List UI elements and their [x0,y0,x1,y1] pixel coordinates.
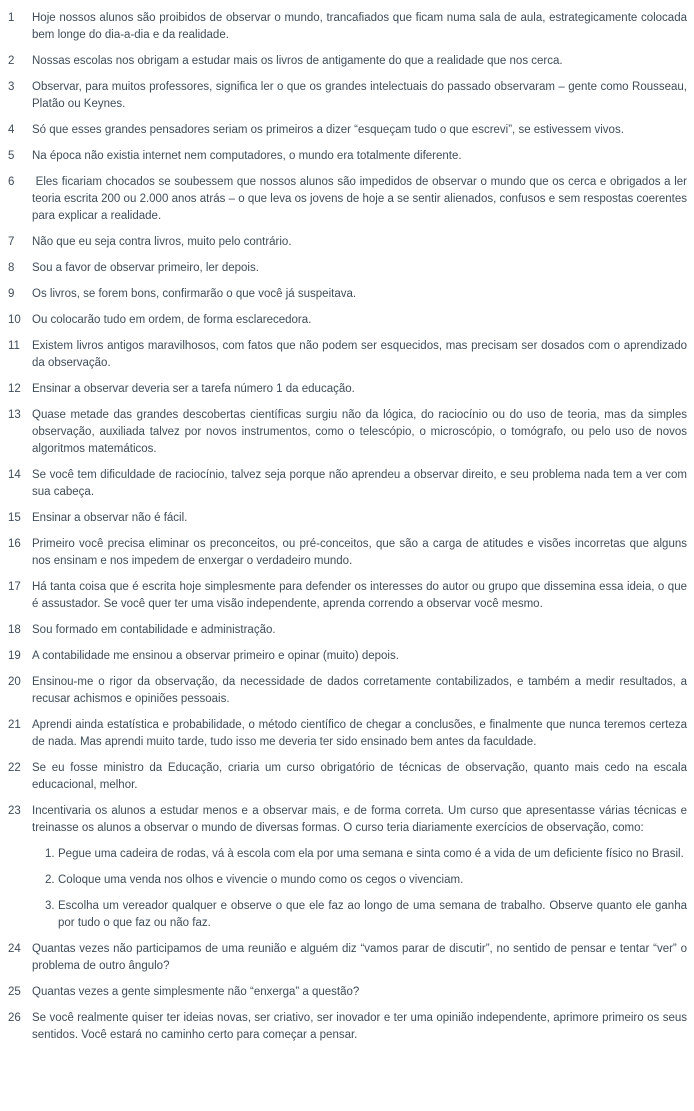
paragraph-text: Aprendi ainda estatística e probabilidade, o método científico de chegar a conclusões, e finalmente que nunca teremos certeza de nada. Mas aprendi muito tarde, tudo isso me deveria ter sido ensinado bem antes da faculdade. [32,719,687,748]
paragraph-text: Não que eu seja contra livros, muito pelo contrário. [32,236,292,248]
paragraph-content [32,312,687,329]
paragraph-number: 21 [8,719,21,731]
passage-paragraph [8,407,687,458]
paragraph-text: Quantas vezes não participamos de uma reunião e alguém diz “vamos parar de discutir”, no sentido de pensar e tentar “ver” o problema de outro ângulo? [32,943,687,972]
paragraph-content [32,234,687,251]
exercise-item-marker: 1. [45,848,55,860]
passage-paragraph [8,467,687,501]
exercise-list-item [32,846,687,863]
paragraph-content [32,984,687,1001]
paragraph-number: 11 [8,340,20,352]
passage-paragraph [8,803,687,932]
passage-paragraph [8,122,687,139]
paragraph-number: 17 [8,581,21,593]
paragraph-content [32,760,687,794]
paragraph-number: 14 [8,469,21,481]
paragraph-content [32,1010,687,1044]
paragraph-content [32,536,687,570]
passage-paragraph [8,1010,687,1044]
paragraph-number: 10 [8,314,21,326]
paragraph-content [32,803,687,932]
exercise-item-text: Escolha um vereador qualquer e observe o que ele faz ao longo de uma semana de trabalho. Observe quanto ele ganha por tudo o que faz ou não faz. [58,900,687,929]
passage-paragraph [8,260,687,277]
paragraph-content [32,622,687,639]
paragraph-number: 25 [8,986,21,998]
passage-paragraph [8,338,687,372]
paragraph-number: 16 [8,538,21,550]
paragraph-number: 8 [8,262,15,274]
paragraph-number: 12 [8,383,21,395]
exercise-list-item [32,872,687,889]
paragraph-content [32,122,687,139]
paragraph-text: Ensinar a observar não é fácil. [32,512,188,524]
paragraph-number: 9 [8,288,15,300]
paragraph-number: 22 [8,762,21,774]
passage-paragraph [8,717,687,751]
paragraph-text: Primeiro você precisa eliminar os preconceitos, ou pré-conceitos, que são a carga de atitudes e visões incorretas que alguns nos ensinam e nos impedem de enxergar o verdadeiro mundo. [32,538,687,567]
paragraph-content [32,79,687,113]
paragraph-text: Ou colocarão tudo em ordem, de forma esclarecedora. [32,314,312,326]
paragraph-number: 19 [8,650,21,662]
paragraph-text: Quase metade das grandes descobertas científicas surgiu não da lógica, do raciocínio ou do uso de teoria, mas da simples observação, auxiliada talvez por novos instrumentos, como o telescópio, o microscópio, o tomógrafo, ou pelo uso de novos algoritmos matemáticos. [32,409,687,455]
paragraph-text: Sou a favor de observar primeiro, ler depois. [32,262,259,274]
paragraph-text: Na época não existia internet nem computadores, o mundo era totalmente diferente. [32,150,462,162]
paragraph-content [32,407,687,458]
exercise-item-marker: 3. [45,900,55,912]
passage-paragraph [8,312,687,329]
paragraph-content [32,260,687,277]
paragraph-number: 18 [8,624,21,636]
passage-paragraph [8,234,687,251]
passage-paragraph [8,536,687,570]
paragraph-number: 4 [8,124,15,136]
passage-body [8,10,687,1044]
paragraph-text: Só que esses grandes pensadores seriam os primeiros a dizer “esqueçam tudo o que escrevi”, se estivessem vivos. [32,124,624,136]
paragraph-content [32,579,687,613]
passage-paragraph [8,148,687,165]
paragraph-number: 23 [8,805,21,817]
paragraph-content [32,941,687,975]
paragraph-number: 24 [8,943,21,955]
paragraph-number: 2 [8,55,15,67]
passage-paragraph [8,984,687,1001]
paragraph-number: 26 [8,1012,21,1024]
passage-paragraph [8,79,687,113]
paragraph-number: 13 [8,409,21,421]
passage-paragraph [8,10,687,44]
exercise-item-marker: 2. [45,874,55,886]
paragraph-text: Se eu fosse ministro da Educação, criaria um curso obrigatório de técnicas de observação, quanto mais cedo na escala educacional, melhor. [32,762,687,791]
paragraph-content [32,338,687,372]
paragraph-text: Se você tem dificuldade de raciocínio, talvez seja porque não aprendeu a observar direito, e seu problema nada tem a ver com sua cabeça. [32,469,687,498]
paragraph-number: 6 [8,176,15,188]
passage-paragraph [8,381,687,398]
passage-paragraph [8,674,687,708]
exercise-item-text: Coloque uma venda nos olhos e vivencie o mundo como os cegos o vivenciam. [58,874,464,886]
paragraph-text: Eles ficariam chocados se soubessem que nossos alunos são impedidos de observar o mundo que os cerca e obrigados a ler teoria escrita 200 ou 2.000 anos atrás – o que leva os jovens de hoje a se sentir alienados, confusos e sem respostas coerentes para explicar a realidade. [32,176,687,222]
paragraph-content [32,381,687,398]
paragraph-text: Ensinar a observar deveria ser a tarefa número 1 da educação. [32,383,355,395]
paragraph-content [32,648,687,665]
passage-paragraph [8,622,687,639]
paragraph-text: Hoje nossos alunos são proibidos de observar o mundo, trancafiados que ficam numa sala de aula, estrategicamente colocada bem longe do dia-a-dia e da realidade. [32,12,687,41]
paragraph-content [32,510,687,527]
paragraph-number: 7 [8,236,15,248]
paragraph-text: Ensinou-me o rigor da observação, da necessidade de dados corretamente contabilizados, e também a medir resultados, a recusar achismos e opiniões pessoais. [32,676,687,705]
paragraph-content [32,717,687,751]
paragraph-content [32,174,687,225]
passage-paragraph [8,941,687,975]
paragraph-number: 5 [8,150,15,162]
paragraph-text: Existem livros antigos maravilhosos, com fatos que não podem ser esquecidos, mas precisam ser dosados com o aprendizado da observação. [32,340,687,369]
passage-paragraph [8,760,687,794]
paragraph-content [32,286,687,303]
passage-paragraph [8,510,687,527]
paragraph-content [32,53,687,70]
paragraph-content [32,148,687,165]
paragraph-number: 20 [8,676,21,688]
paragraph-text: A contabilidade me ensinou a observar primeiro e opinar (muito) depois. [32,650,399,662]
passage-paragraph [8,53,687,70]
exercise-item-text: Pegue uma cadeira de rodas, vá à escola com ela por uma semana e sinta como é a vida de um deficiente físico no Brasil. [58,848,684,860]
passage-paragraph [8,174,687,225]
passage-paragraph [8,648,687,665]
paragraph-content [32,10,687,44]
paragraph-text: Há tanta coisa que é escrita hoje simplesmente para defender os interesses do autor ou grupo que dissemina essa ideia, o que é assustador. Se você quer ter uma visão independente, aprenda correndo a observar você mesmo. [32,581,687,610]
paragraph-content [32,674,687,708]
paragraph-number: 3 [8,81,15,93]
paragraph-content [32,467,687,501]
paragraph-text: Sou formado em contabilidade e administração. [32,624,276,636]
paragraph-number: 15 [8,512,21,524]
paragraph-text: Se você realmente quiser ter ideias novas, ser criativo, ser inovador e ter uma opinião independente, aprimore primeiro os seus sentidos. Você estará no caminho certo para começar a pensar. [32,1012,687,1041]
paragraph-text: Incentivaria os alunos a estudar menos e a observar mais, e de forma correta. Um curso que apresentasse várias técnicas e treinasse os alunos a observar o mundo de diversas formas. O curso teria diariamente exercícios de observação, como: [32,805,687,834]
passage-paragraph [8,579,687,613]
exercise-list-item [32,898,687,932]
paragraph-text: Observar, para muitos professores, significa ler o que os grandes intelectuais do passado observaram – gente como Rousseau, Platão ou Keynes. [32,81,687,110]
paragraph-text: Nossas escolas nos obrigam a estudar mais os livros de antigamente do que a realidade que nos cerca. [32,55,563,67]
passage-paragraph [8,286,687,303]
paragraph-text: Quantas vezes a gente simplesmente não “enxerga” a questão? [32,986,360,998]
paragraph-number: 1 [8,12,15,24]
paragraph-text: Os livros, se forem bons, confirmarão o que você já suspeitava. [32,288,357,300]
